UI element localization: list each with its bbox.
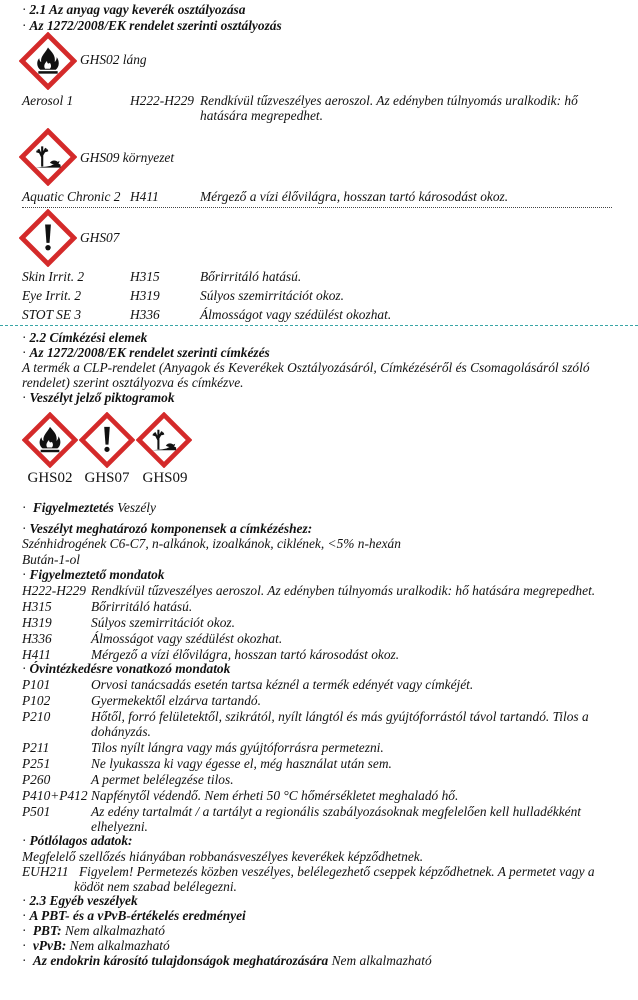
precautionary-text: Napfénytől védendő. Nem érheti 50 °C hőmérsékletet meghaladó hő.: [91, 788, 459, 803]
endocrine-value: Nem alkalmazható: [331, 953, 432, 968]
hazard-statement-text: Rendkívül tűzveszélyes aeroszol. Az edényben túlnyomás uralkodik: hő hatására megrepedhet.: [91, 583, 596, 598]
labelling-regulation-heading: · Az 1272/2008/EK rendelet szerinti címkézés: [22, 345, 270, 361]
precautionary-code: P210: [22, 709, 51, 724]
vpvb-value: Nem alkalmazható: [69, 938, 170, 953]
precautionary-text: Az edény tartalmát / a tartályt a regionális szabályozásoknak megfelelően kell hulladékként: [91, 804, 582, 819]
flame-icon: [19, 32, 77, 90]
hazard-text: Bőrirritáló hatású.: [200, 269, 302, 284]
precautionary-code: P211: [22, 740, 50, 755]
precautionary-heading: · Óvintézkedésre vonatkozó mondatok: [22, 661, 230, 677]
hazard-class: Eye Irrit. 2: [22, 288, 82, 303]
hazard-code: H315: [130, 269, 160, 284]
euh-code: EUH211: [22, 864, 69, 879]
signal-word: [22, 500, 156, 516]
dotted-separator: [22, 207, 612, 208]
vpvb-row: [22, 938, 170, 954]
additional-info-text: Megfelelő szellőzés hiányában robbanásveszélyes keverékek képződhetnek.: [22, 849, 424, 864]
precautionary-text: Tilos nyílt lángra vagy más gyújtóforrásra permetezni.: [91, 740, 384, 755]
hazard-code: H319: [130, 288, 160, 303]
hazard-statement-code: H319: [22, 615, 52, 630]
hazard-text: Álmosságot vagy szédülést okozhat.: [200, 307, 392, 322]
endocrine-row: [22, 953, 432, 969]
clp-intro-line2: rendelet) szerint osztályozva és címkézve.: [22, 375, 244, 390]
pbt-label: PBT:: [32, 923, 62, 938]
precautionary-text: Orvosi tanácsadás esetén tartsa kéznél a termék edényét vagy címkéjét.: [91, 677, 474, 692]
hazard-class: Skin Irrit. 2: [22, 269, 85, 284]
pictogram-label-ghs02: GHS02 láng: [80, 52, 147, 67]
euh-text-continued: ködöt nem szabad belélegezni.: [74, 879, 237, 894]
precautionary-code: P101: [22, 677, 51, 692]
hazard-statement-text: Álmosságot vagy szédülést okozhat.: [91, 631, 283, 646]
classification-regulation-heading: · Az 1272/2008/EK rendelet szerinti osztályozás: [22, 18, 282, 34]
precautionary-code: P251: [22, 756, 51, 771]
hazard-text: Mérgező a vízi élővilágra, hosszan tartó károsodást okoz.: [200, 189, 509, 204]
hazard-text: Rendkívül tűzveszélyes aeroszol. Az edényben túlnyomás uralkodik: hő: [200, 93, 578, 108]
precautionary-code: P260: [22, 772, 51, 787]
precautionary-text: A permet belélegzése tilos.: [91, 772, 234, 787]
component-item: Szénhidrogének C6-C7, n-alkánok, izoalkánok, ciklének, <5% n-hexán: [22, 536, 401, 551]
precautionary-code: P410+P412: [22, 788, 88, 803]
hazard-statement-text: Bőrirritáló hatású.: [91, 599, 193, 614]
pbt-vpvb-heading: · A PBT- és a vPvB-értékelés eredményei: [22, 908, 246, 924]
hazard-class: Aquatic Chronic 2: [22, 189, 121, 204]
section-2-3-heading: · 2.3 Egyéb veszélyek: [22, 893, 138, 909]
hazard-statement-code: H336: [22, 631, 52, 646]
hazard-statement-code: H315: [22, 599, 52, 614]
section-separator: [0, 325, 638, 326]
precautionary-text-continued: dohányzás.: [91, 724, 151, 739]
hazard-statement-text: Mérgező a vízi élővilágra, hosszan tartó károsodást okoz.: [91, 647, 400, 662]
precautionary-text: Gyermekektől elzárva tartandó.: [91, 693, 261, 708]
hazard-statement-code: H411: [22, 647, 51, 662]
precautionary-text: Hőtől, forró felületektől, szikrától, nyílt lángtól és más gyújtóforrástól távol tartandó. Tilos a: [91, 709, 589, 724]
precautionary-code: P501: [22, 804, 51, 819]
environment-icon: [19, 128, 77, 186]
component-item: Bután-1-ol: [22, 552, 81, 567]
hazard-class: STOT SE 3: [22, 307, 82, 322]
euh-text: Figyelem! Permetezés közben veszélyes, belélegezhető cseppek képződhetnek. A permetet vagy a: [79, 864, 595, 879]
components-heading: · Veszélyt meghatározó komponensek a címkézéshez:: [22, 521, 312, 537]
pictogram-code-ghs09: GHS09: [142, 470, 188, 486]
exclamation-icon: [79, 412, 135, 468]
hazard-text-continued: hatására megrepedhet.: [200, 108, 323, 123]
pictogram-label-ghs07: GHS07: [80, 230, 120, 245]
section-2-1-heading: · 2.1 Az anyag vagy keverék osztályozása: [22, 2, 245, 18]
pictograms-heading: · Veszélyt jelző piktogramok: [22, 390, 175, 406]
endocrine-label: Az endokrin károsító tulajdonságok meghatározására: [32, 953, 329, 968]
signal-word-value: Veszély: [117, 500, 156, 515]
pbt-value: Nem alkalmazható: [64, 923, 166, 938]
pictogram-code-ghs07: GHS07: [84, 470, 130, 486]
hazard-statements-heading: · Figyelmeztető mondatok: [22, 567, 164, 583]
hazard-code: H336: [130, 307, 160, 322]
environment-icon: [136, 412, 192, 468]
flame-icon: [22, 412, 78, 468]
precautionary-text-continued: elhelyezni.: [91, 819, 148, 834]
hazard-class: Aerosol 1: [22, 93, 74, 108]
section-2-2-heading: · 2.2 Címkézési elemek: [22, 330, 147, 346]
precautionary-code: P102: [22, 693, 51, 708]
hazard-text: Súlyos szemirritációt okoz.: [200, 288, 344, 303]
pbt-row: [22, 923, 165, 939]
signal-word-label: Figyelmeztetés: [32, 500, 114, 515]
hazard-code: H411: [130, 189, 159, 204]
additional-info-heading: · Pótlólagos adatok:: [22, 833, 133, 849]
exclamation-icon: [19, 209, 77, 267]
precautionary-text: Ne lyukassza ki vagy égesse el, még használat után sem.: [91, 756, 392, 771]
pictogram-code-ghs02: GHS02: [27, 470, 73, 486]
clp-intro-line1: A termék a CLP-rendelet (Anyagok és Keverékek Osztályozásáról, Címkézéséről és Csomagolásáról szóló: [22, 360, 590, 375]
hazard-statement-text: Súlyos szemirritációt okoz.: [91, 615, 235, 630]
hazard-code: H222-H229: [130, 93, 194, 108]
pictogram-label-ghs09: GHS09 környezet: [80, 150, 175, 165]
hazard-statement-code: H222-H229: [22, 583, 86, 598]
vpvb-label: vPvB:: [32, 938, 67, 953]
